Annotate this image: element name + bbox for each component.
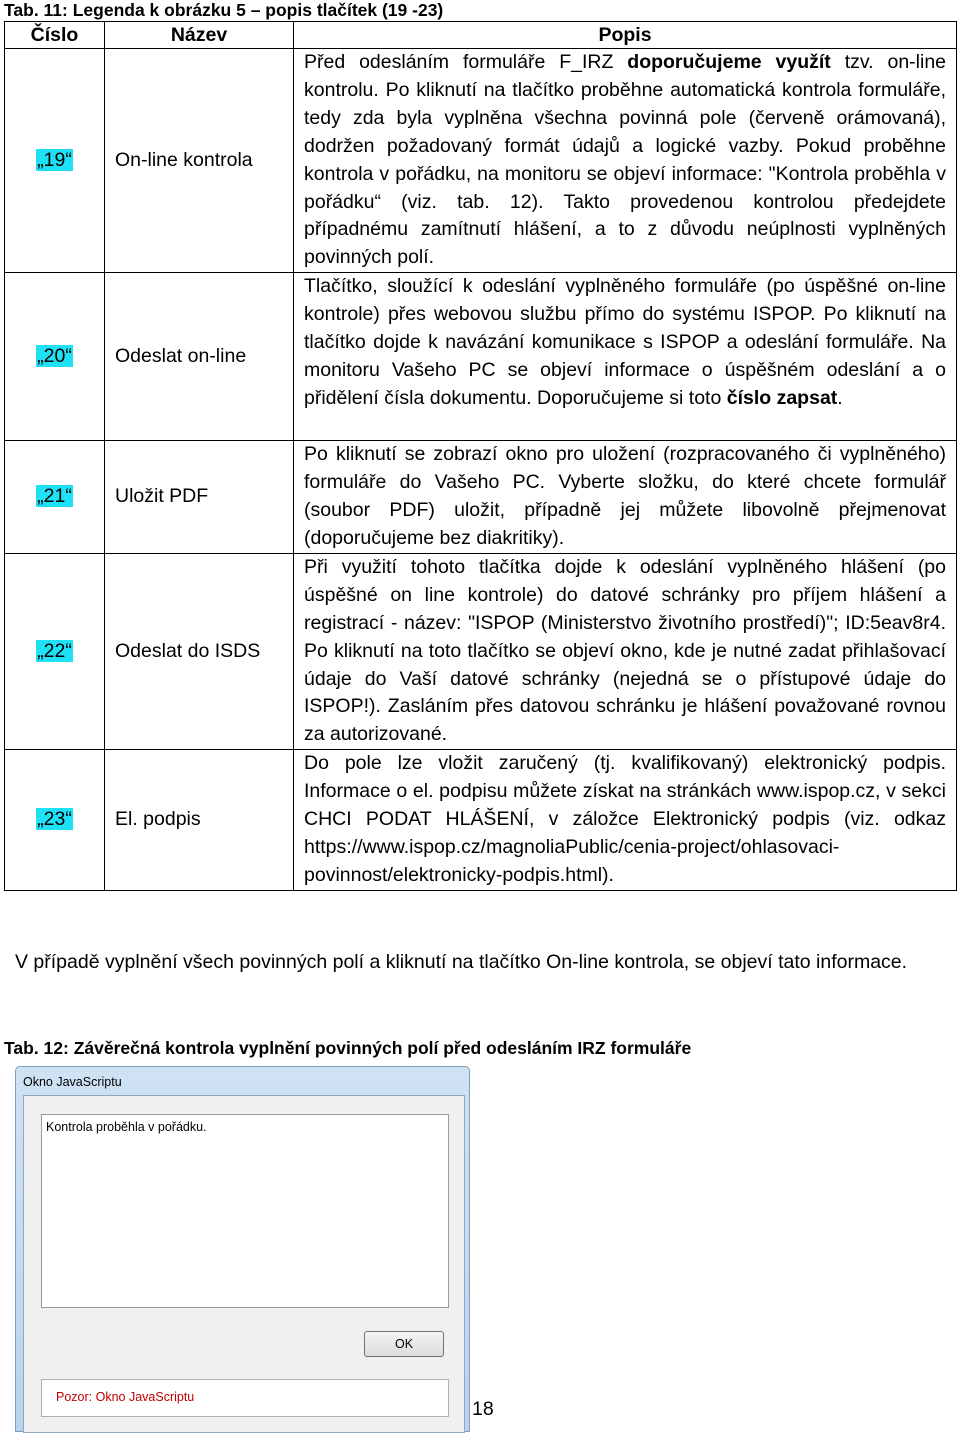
ok-button[interactable]: OK	[364, 1331, 444, 1357]
legend-table	[4, 21, 957, 891]
header-cislo: Číslo	[5, 22, 105, 49]
row-description	[294, 750, 957, 891]
table-row	[5, 49, 957, 273]
row-description	[294, 441, 957, 554]
header-popis: Popis	[294, 22, 957, 49]
page-number: 18	[472, 1398, 494, 1420]
row-name: Odeslat on-line	[105, 273, 294, 441]
dialog-message-box	[41, 1114, 449, 1308]
description-text: Do pole lze vložit zaručený (tj. kvalifikovaný) elektronický podpis. Informace o el. podpisu můžete získat na stránkách www.ispop.cz, v sekci CHCI PODAT HLÁŠENÍ, v záložce Elektronický podpis (viz. odkaz https://www.ispop.cz/magnoliaPublic/cenia-project/ohlasovaci-povinnost/elektronicky-podpis.html).	[304, 752, 946, 886]
description-text: tzv. on-line kontrolu. Po kliknutí na tlačítko proběhne automatická kontrola formuláře, tedy zda byla vyplněna všechna povinná pole (červeně orámovaná), dodržen požadovaný formát údajů a logické vazby. Pokud proběhne kontrola v pořádku, na monitoru se objeví informace: "Kontrola proběhla v pořádku“ (viz. tab. 12). Takto provedenou kontrolou předejdete případnému zamítnutí hlášení, a to z důvodu neúplnosti vyplněných povinných polí.	[304, 51, 947, 269]
javascript-dialog	[15, 1066, 470, 1432]
info-paragraph: V případě vyplnění všech povinných polí a kliknutí na tlačítko On-line kontrola, se objeví tato informace.	[15, 951, 908, 973]
description-bold-text: doporučujeme využít	[627, 51, 831, 73]
row-name: Uložit PDF	[105, 441, 294, 554]
row-number: „22“	[37, 639, 72, 662]
description-text: Při využití tohoto tlačítka dojde k odeslání vyplněného hlášení (po úspěšné on line kontrole) do datové schránky pro příjem hlášení a registrací - název: "ISPOP (Ministerstvo životního prostředí)"; ID:5eav8r4. Po kliknutí na toto tlačítko se objeví okno, kde je nutné zadat přihlašovací údaje do Vaší datové schránky (nejedná se o přístupové údaje do ISPOP!). Zasláním přes datovou schránku je hlášení považované rovnou za autorizované.	[304, 555, 946, 746]
tab11-caption: Tab. 11: Legenda k obrázku 5 – popis tlačítek (19 -23)	[4, 0, 444, 20]
dialog-warning-box	[41, 1379, 449, 1417]
header-nazev: Název	[105, 22, 294, 49]
table-header-row	[5, 22, 957, 49]
table-row	[5, 553, 957, 749]
description-text: Po kliknutí se zobrazí okno pro uložení (rozpracovaného či vyplněného) formuláře do Vašeho PC. Vyberte složku, do které chcete formulář (soubor PDF) uložit, případně jej můžete libovolně přejmenovat (doporučujeme bez diakritiky).	[304, 443, 946, 549]
row-number-cell	[5, 273, 105, 441]
description-text: Před odesláním formuláře F_IRZ	[304, 51, 628, 73]
row-number-cell	[5, 750, 105, 891]
table-row	[5, 273, 957, 441]
table-row	[5, 441, 957, 554]
description-text: .	[837, 386, 843, 409]
tab12-caption: Tab. 12: Závěrečná kontrola vyplnění povinných polí před odesláním IRZ formuláře	[4, 1038, 692, 1058]
dialog-message: Kontrola proběhla v pořádku.	[46, 1120, 207, 1134]
dialog-title: Okno JavaScriptu	[23, 1075, 122, 1089]
row-number-cell	[5, 441, 105, 554]
row-description	[294, 553, 957, 749]
row-number-cell	[5, 553, 105, 749]
description-text: Tlačítko, sloužící k odeslání vyplněného formuláře (po úspěšné on-line kontrole) přes webovou službu přímo do systému ISPOP. Po kliknutí na tlačítko dojde k navázání komunikace s ISPOP a odeslání formuláře. Na monitoru Vašeho PC se objeví informace o úspěšném odeslání a o přidělení čísla dokumentu. Doporučujeme si toto	[304, 275, 946, 409]
dialog-warning: Pozor: Okno JavaScriptu	[56, 1390, 195, 1404]
row-name: On-line kontrola	[105, 49, 294, 273]
dialog-body	[23, 1095, 465, 1433]
row-name: El. podpis	[105, 750, 294, 891]
row-name: Odeslat do ISDS	[105, 553, 294, 749]
row-number-cell	[5, 49, 105, 273]
row-description	[294, 273, 957, 441]
description-bold-text: číslo zapsat	[726, 386, 838, 409]
row-number: „21“	[37, 485, 72, 508]
row-number: „23“	[37, 808, 72, 831]
row-description	[294, 49, 957, 273]
row-number: „20“	[37, 344, 72, 367]
row-number: „19“	[37, 148, 72, 171]
table-row	[5, 750, 957, 891]
